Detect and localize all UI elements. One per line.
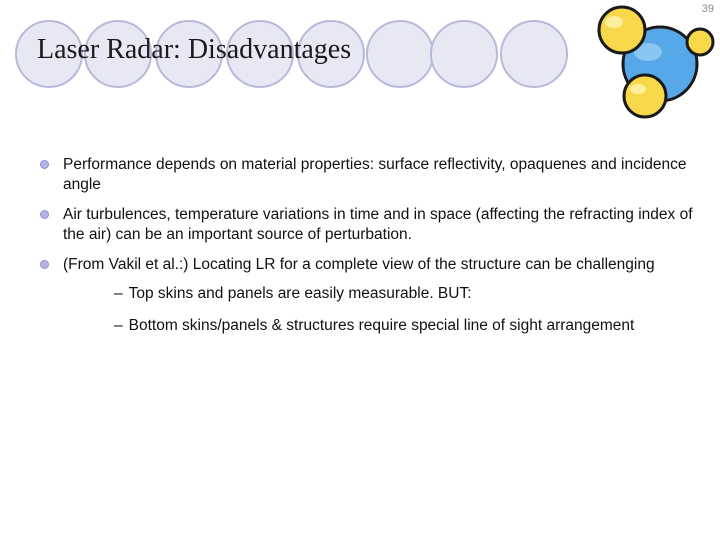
bullet-icon <box>40 160 49 169</box>
bullet-text: Performance depends on material properties: surface reflectivity, opaquenes and incidence angle <box>63 156 687 193</box>
bullet-text: Air turbulences, temperature variations in time and in space (affecting the refracting index of the air) can be an important source of perturbation. <box>63 206 693 243</box>
bullet-item <box>40 205 700 244</box>
page-number: 39 <box>701 3 714 15</box>
bullet-icon <box>40 260 49 269</box>
dash-marker: – <box>114 284 123 302</box>
bullet-list <box>40 155 700 349</box>
bullet-text: (From Vakil et al.:) Locating LR for a complete view of the structure can be challenging <box>63 256 655 273</box>
bullet-icon <box>40 210 49 219</box>
slide-title: Laser Radar: Disadvantages <box>37 34 352 65</box>
sub-bullet-text: Bottom skins/panels & structures require special line of sight arrangement <box>128 317 635 334</box>
sub-bullet-text: Top skins and panels are easily measurable. BUT: <box>128 284 472 302</box>
sub-bullet-item <box>114 284 700 304</box>
sub-bullet-item <box>114 316 700 336</box>
bullet-item <box>40 155 700 194</box>
bullet-item <box>40 255 700 336</box>
sub-bullet-list <box>63 284 700 336</box>
dash-marker: – <box>114 317 123 334</box>
